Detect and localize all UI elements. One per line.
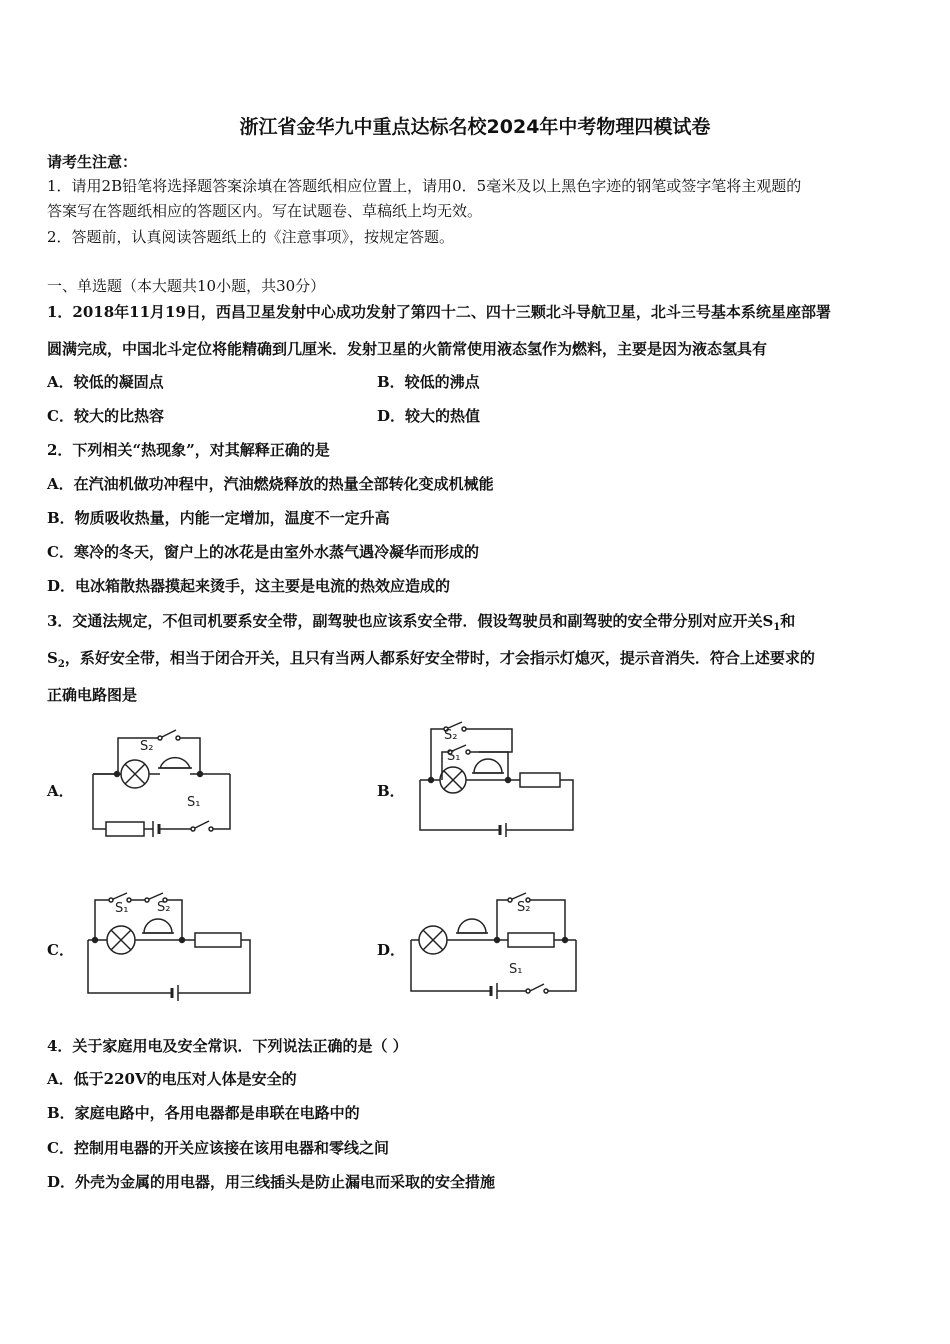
q3-stem-line-2: $S_2$，系好安全带，相当于闭合开关，且只有当两人都系好安全带时，才会指示灯熄灭，提示音消失．符合上述要求的 [47,649,815,670]
q3-label-c: C． [47,941,74,959]
q1-option-d: D．较大的热值 [377,407,481,425]
circuit-a [93,730,230,837]
q2-option-b: B．物质吸收热量，内能一定增加，温度不一定升高 [47,509,390,527]
q2-option-c: C．寒冷的冬天，窗户上的冰花是由室外水蒸气遇冷凝华而形成的 [47,543,479,561]
q3-label-a: A． [47,782,74,800]
circuit-b-s1-label: S₁ [447,749,461,764]
notice-line-1: 1．请用2B铅笔将选择题答案涂填在答题纸相应位置上，请用0．5毫米及以上黑色字迹的钢笔或签字笔将主观题的 [47,177,802,195]
page-title: 浙江省金华九中重点达标名校2024年中考物理四模试卷 [239,116,711,138]
notice-line-2: 答案写在答题纸相应的答题区内。写在试题卷、草稿纸上均无效。 [47,202,483,220]
q4-option-d: D．外壳为金属的用电器，用三线插头是防止漏电而采取的安全措施 [47,1173,496,1191]
q3-stem-line-1: 3．交通法规定，不但司机要系安全带，副驾驶也应该系安全带．假设驾驶员和副驾驶的安全带分别对应开关$S_1$和 [47,612,796,633]
q1-option-b: B．较低的沸点 [377,373,480,391]
q2-option-d: D．电冰箱散热器摸起来烫手，这主要是电流的热效应造成的 [47,577,451,595]
q4-stem: 4．关于家庭用电及安全常识．下列说法正确的是（ ） [47,1037,408,1055]
q1-option-c: C．较大的比热容 [47,407,164,425]
notice-line-3: 2．答题前，认真阅读答题纸上的《注意事项》，按规定答题。 [47,228,455,246]
q3-label-b: B． [377,782,405,800]
circuit-d-s1-label: S₁ [509,962,523,977]
circuit-c-s1-label: S₁ [115,901,129,916]
q3-stem-line-3: 正确电路图是 [47,686,138,704]
q1-stem-line-2: 圆满完成，中国北斗定位将能精确到几厘米．发射卫星的火箭常使用液态氢作为燃料，主要是因为液态氢具有 [47,340,768,358]
circuit-c-s2-label: S₂ [157,900,171,915]
notice-heading: 请考生注意： [47,153,138,171]
circuit-b [420,722,573,837]
q4-option-c: C．控制用电器的开关应该接在该用电器和零线之间 [47,1139,389,1157]
q2-stem: 2．下列相关“热现象”，对其解释正确的是 [47,441,330,459]
q1-stem-line-1: 1．2018年11月19日，西昌卫星发射中心成功发射了第四十二、四十三颗北斗导航卫星，北斗三号基本系统星座部署 [47,303,831,321]
q3-label-d: D． [377,941,406,959]
q4-option-a: A．低于220V的电压对人体是安全的 [47,1070,297,1088]
section-heading: 一、单选题（本大题共10小题，共30分） [47,277,326,295]
q2-option-a: A．在汽油机做功冲程中，汽油燃烧释放的热量全部转化变成机械能 [47,475,494,493]
circuit-a-s2-label: S₂ [140,739,154,754]
q4-option-b: B．家庭电路中，各用电器都是串联在电路中的 [47,1104,360,1122]
circuit-b-s2-label: S₂ [444,728,458,743]
circuit-a-s1-label: S₁ [187,795,201,810]
circuit-d [411,893,576,999]
q1-option-a: A．较低的凝固点 [47,373,164,391]
circuit-d-s2-label: S₂ [517,900,531,915]
